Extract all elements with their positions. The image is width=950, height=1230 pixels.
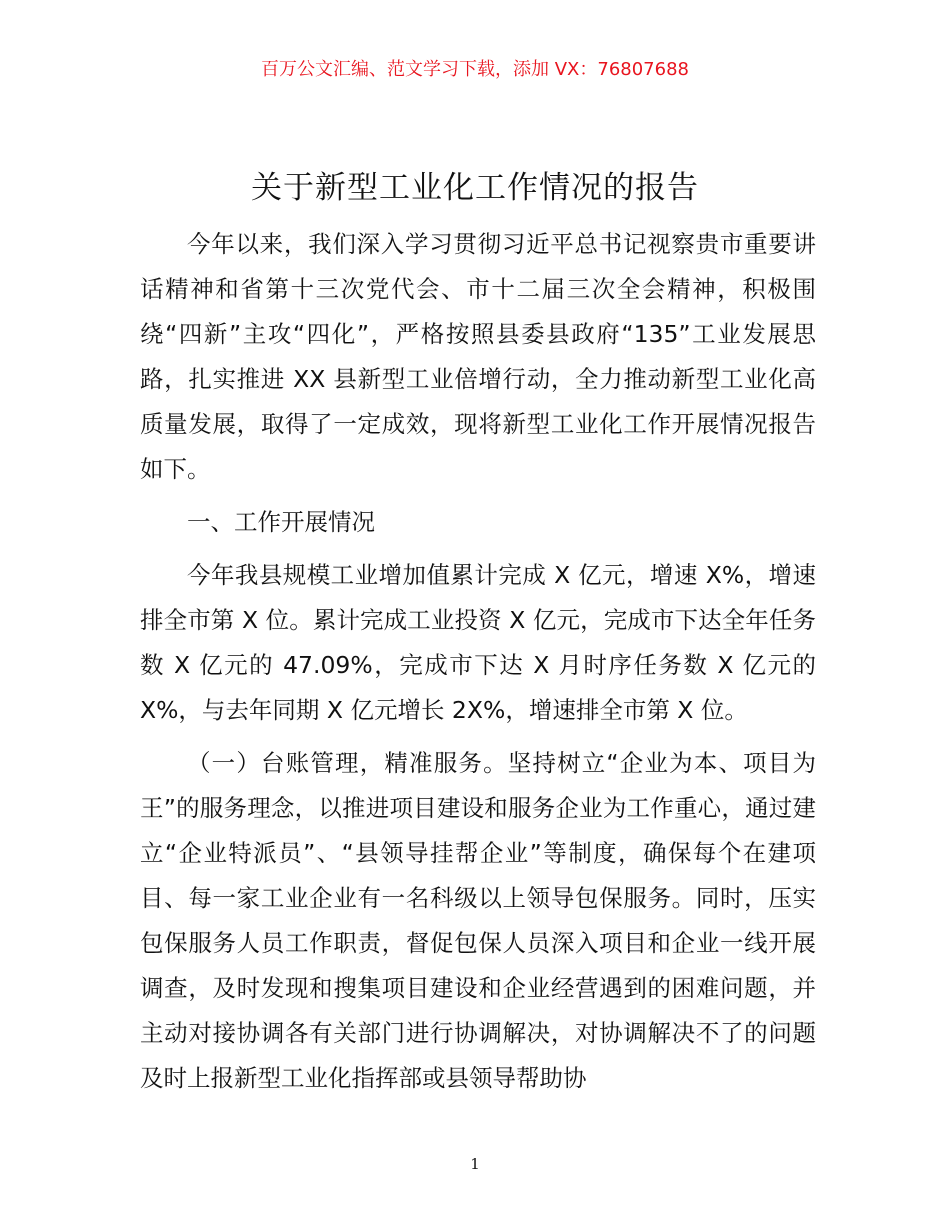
section-body-paragraph: 今年我县规模工业增加值累计完成 X 亿元，增速 X%，增速排全市第 X 位。累计完成工业投资 X 亿元，完成市下达全年任务数 X 亿元的 47.09%，完成市下达 X 月时序任务数 X 亿元的 X%，与去年同期 X 亿元增长 2X%，增速排全市第 X 位。	[140, 561, 816, 724]
section-heading: 一、工作开展情况	[187, 508, 375, 536]
intro-paragraph: 今年以来，我们深入学习贯彻习近平总书记视察贵市重要讲话精神和省第十三次党代会、市十二届三次全会精神，积极围绕“四新”主攻“四化”，严格按照县委县政府“135”工业发展思路，扎实推进 XX 县新型工业倍增行动，全力推动新型工业化高质量发展，取得了一定成效，现将新型工业化工作开展情况报告如下。	[140, 230, 816, 483]
page-number: 1	[470, 1155, 480, 1173]
document-body	[140, 222, 816, 1109]
header-banner: 百万公文汇编、范文学习下载，添加 VX：76807688	[261, 59, 689, 80]
document-title: 关于新型工业化工作情况的报告	[251, 170, 699, 206]
subsection-paragraph: （一）台账管理，精准服务。坚持树立“企业为本、项目为王”的服务理念，以推进项目建设和服务企业为工作重心，通过建立“企业特派员”、“县领导挂帮企业”等制度，确保每个在建项目、每一家工业企业有一名科级以上领导包保服务。同时，压实包保服务人员工作职责，督促包保人员深入项目和企业一线开展调查，及时发现和搜集项目建设和企业经营遇到的困难问题，并主动对接协调各有关部门进行协调解决，对协调解决不了的问题及时上报新型工业化指挥部或县领导帮助协	[140, 749, 816, 1092]
